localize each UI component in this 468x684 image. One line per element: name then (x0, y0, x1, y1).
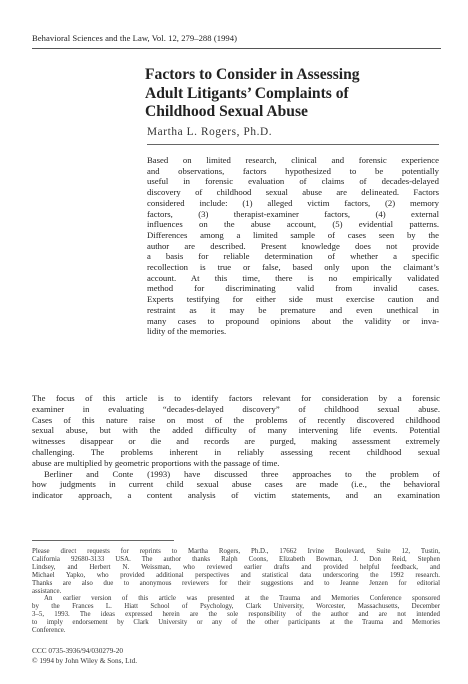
abstract-line: author are described. Present knowledge does not provide (147, 240, 439, 251)
body-line: abuse are multiplied by geometric proportions with the passage of time. (32, 457, 280, 468)
abstract-line: method for discriminating valid from invalid cases. (147, 283, 439, 294)
body-text (32, 393, 440, 501)
footnote-line: Conference. (32, 627, 66, 635)
abstract-line: influences on the abuse account, (5) evidential patterns. (147, 219, 439, 230)
author-rule (147, 144, 439, 145)
body-line: challenging. The problems inherent in reliably assessing recent childhood sexual (32, 446, 440, 457)
abstract-line: discovery of childhood sexual abuse are delineated. Factors (147, 187, 439, 198)
abstract-line: Differences among a limited sample of cases seen by the (147, 229, 439, 240)
author-name: Martha L. Rogers, Ph.D. (147, 126, 273, 138)
abstract-line: recollection is true or false, based only upon the claimant’s (147, 262, 439, 273)
title-line: Childhood Sexual Abuse (145, 103, 308, 120)
title-line: Factors to Consider in Assessing (145, 66, 360, 83)
footnotes (32, 548, 440, 635)
abstract-line: and observations, factors hypothesized to be potentially (147, 165, 439, 176)
ccc-code: CCC 0735-3936/94/030279-20 (32, 646, 124, 655)
body-line: The focus of this article is to identify factors relevant for consideration by a forensic (32, 393, 440, 403)
abstract-line: lidity of the memories. (147, 326, 227, 337)
copyright-notice: © 1994 by John Wiley & Sons, Ltd. (32, 655, 138, 665)
footnote-line: assistance. (32, 587, 62, 595)
footnote-line: An earlier version of this article was presented at the Trauma and Memories Conference sponsored (44, 595, 440, 603)
body-line: how judgments in current child sexual abuse cases are made (i.e., the behavioral (32, 479, 440, 490)
title-line: Adult Litigants’ Complaints of (145, 84, 349, 102)
footnote-line: Michael Yapko, who provided additional perspectives and statistical data underscoring the 1992 research. (32, 571, 440, 579)
footnote-line: to imply endorsement by Clark University or any of the other participants at the Trauma and Memories (32, 619, 440, 627)
copyright-block (32, 646, 332, 665)
abstract-line: Experts testifying for either side must exercise caution and (147, 294, 439, 305)
running-head: Behavioral Sciences and the Law, Vol. 12, 279–288 (1994) (32, 33, 238, 43)
abstract (147, 155, 439, 337)
abstract-line: account. At this time, there is no empirically validated (147, 272, 439, 283)
abstract-line: useful in forensic evaluation of claims of decades-delayed (147, 176, 439, 187)
footnote-line: Lindsey, and Herbert N. Weissman, who reviewed earlier drafts and provided helpful feedback, and (32, 563, 440, 571)
footnote-line: by the Frances L. Hiatt School of Psychology, Clark University, Worcester, Massachusetts, December (32, 603, 440, 611)
abstract-line: considered include: (1) alleged victim factors, (2) memory (147, 197, 439, 208)
abstract-line: many cases to propound opinions about the validity or inva- (147, 315, 439, 326)
footnote-line: California 92680-3133 USA. The author thanks Ralph Coons, Elizabeth Bowman, J. Don Reid, Stephen (32, 555, 440, 563)
abstract-line: a basis for reliable determination of whether a specific (147, 251, 439, 262)
body-line: indicator approach, a content analysis of victim statements, and an examination (32, 490, 440, 501)
abstract-line: Based on limited research, clinical and forensic experience (147, 155, 439, 165)
footnote-line: Thanks are also due to anonymous reviewers for their suggestions and to Jeanne Jenzen for editorial (32, 579, 440, 587)
footnote-rule (32, 540, 174, 541)
article-title (145, 66, 445, 122)
body-line: examiner in evaluating “decades-delayed discovery” of childhood sexual abuse. (32, 403, 440, 414)
abstract-line: restraint as it may be premature and even unethical in (147, 304, 439, 315)
footnote-line: 3–5, 1993. The ideas expressed herein are the sole responsibility of the author and are not intended (32, 611, 440, 619)
abstract-line: factors, (3) therapist-examiner factors, (4) external (147, 208, 439, 219)
header-rule (32, 48, 441, 49)
body-line: Berliner and Conte (1993) have discussed three approaches to the problem of (44, 468, 440, 479)
body-line: witnesses disappear or die and records are purged, making assessment extremely (32, 436, 440, 447)
body-line: sexual abuse, but with the added difficulty of many intervening life events. Potential (32, 425, 440, 436)
footnote-line: Please direct requests for reprints to Martha Rogers, Ph.D., 17662 Irvine Boulevard, Suite 12, Tustin, (32, 548, 440, 555)
body-line: Cases of this nature raise on most of the problems of recently discovered childhood (32, 414, 440, 425)
